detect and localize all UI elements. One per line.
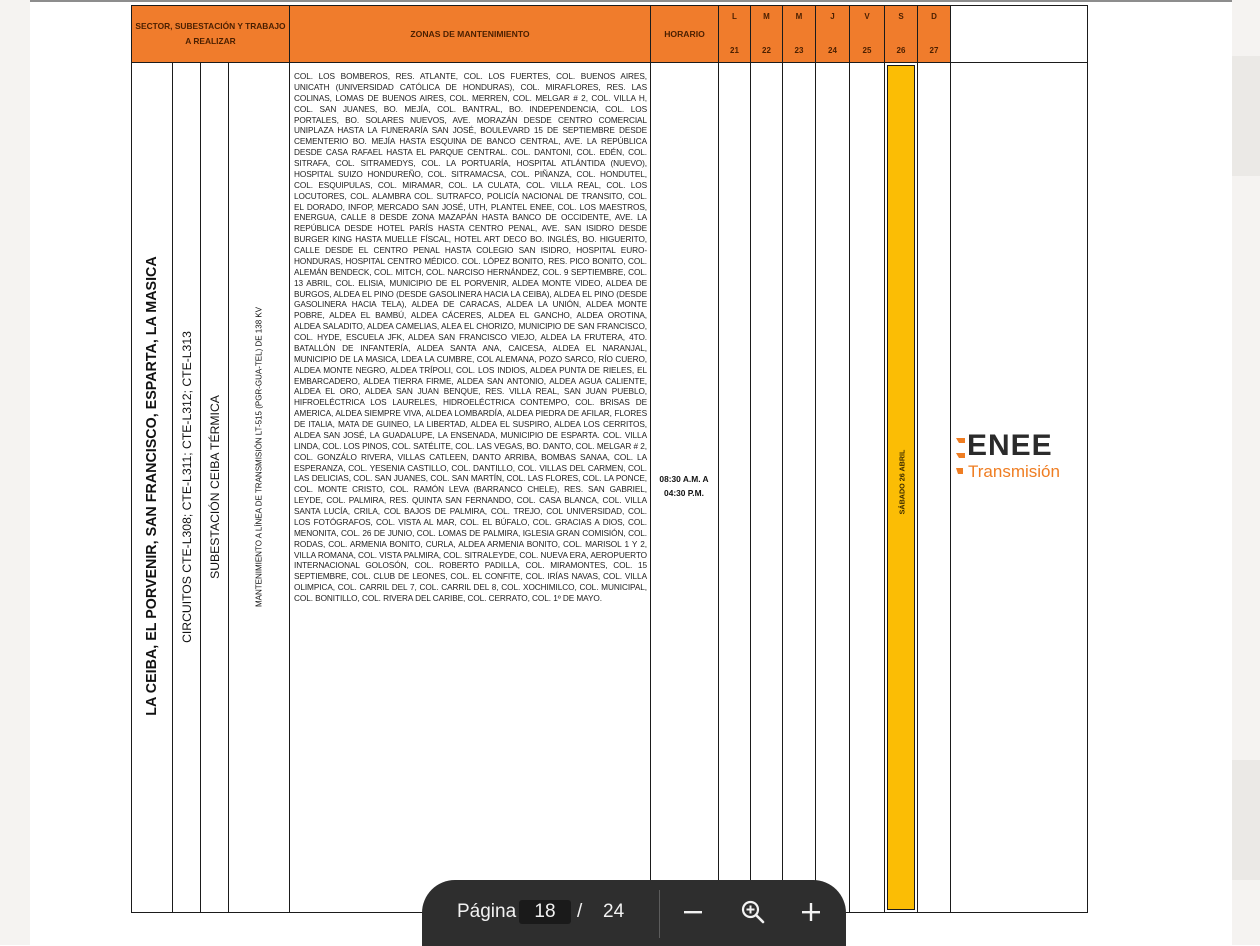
header-blank-cell bbox=[950, 5, 1088, 63]
page-top-border bbox=[30, 0, 1232, 2]
day-cell-sunday bbox=[917, 62, 951, 913]
horario-text bbox=[650, 472, 718, 500]
page-separator: / bbox=[577, 901, 583, 922]
horario-start: 08:30 A.M. A bbox=[659, 474, 709, 484]
day-letter: M bbox=[795, 12, 803, 21]
logo-cell bbox=[950, 62, 1088, 913]
circuitos-text: CIRCUITOS CTE-L308; CTE-L311; CTE-L312; CTE-L313 bbox=[180, 331, 194, 643]
sector-text: LA CEIBA, EL PORVENIR, SAN FRANCISCO, ESPARTA, LA MASICA bbox=[144, 256, 160, 716]
zoom-fit-button[interactable] bbox=[733, 892, 773, 932]
day-letter: V bbox=[864, 12, 870, 21]
zoom-icon bbox=[740, 899, 766, 925]
toolbar-divider bbox=[659, 890, 660, 938]
day-number: 26 bbox=[896, 46, 906, 55]
logo-main-text: ENEE bbox=[967, 429, 1053, 462]
day-number: 27 bbox=[929, 46, 939, 55]
trabajo-text: MANTENIMIENTO A LÍNEA DE TRANSMISIÓN LT-515 (PGR-GUA-TEL) DE 138 KV bbox=[254, 306, 264, 608]
current-page-input[interactable]: 18 bbox=[519, 900, 571, 924]
day-number: 23 bbox=[794, 46, 804, 55]
header-day-sunday bbox=[917, 5, 951, 63]
flame-icon bbox=[955, 436, 966, 476]
viewer-edge-panel bbox=[1232, 760, 1260, 880]
plus-icon bbox=[800, 901, 822, 923]
zonas-text: COL. LOS BOMBEROS, RES. ATLANTE, COL. LOS FUERTES, COL. BUENOS AIRES, UNICATH (UNIVERSIDAD CATÓLICA DE HONDURAS), COL. MIRAFLORES, RES. LAS COLINAS, LOMAS DE BUENOS AIRES, COL. MERREN, COL. MELGAR # 2, COL. VILLA H, COL. SAN JUANES, BO. MEJÍA, COL. BANTRAL, BO. INDEPENDENCIA, COL. LOS PORTALES, BO. SOLARES NUEVOS, AVE. MORAZÁN DESDE CENTRO COMERCIAL UNIPLAZA HASTA LA FUNERARÍA SAN JOSÉ, BOULEVARD 15 DE SEPTIEMBRE DESDE CEMENTERIO BO. MEJÍA HASTA ESQUINA DE BANCO CENTRAL, AVE. LA REPÚBLICA DESDE CASA RAFAEL HASTA EL PARQUE CENTRAL. COL. DANTONI, COL. EDÉN, COL. SITRAFA, COL. SITRAMEDYS, COL. LA PORTUARÍA, HOSPITAL ATLÁNTIDA (NUEVO), HOSPITAL SUIZO HONDUREÑO, COL. SITRAMACSA, COL. PIÑANZA, COL. HONDUTEL, COL. ESQUIPULAS, COL. MIRAMAR, COL. LA CULATA, COL. VILLA REAL, COL. LOS LOCUTORES, COL. ALAMBRA COL. SUTRAFCO, POLICÍA NACIONAL DE TRANSITO, COL. EL DORADO, INFOP, MERCADO SAN JOSÉ, UTH, PLANTEL ENEE, COL. LOS MAESTROS, ENERGUA, CALLE 8 DESDE ZONA MAZAPÁN HASTA BANCO DE OCCIDENTE, AVE. LA REPÚBLICA DESDE HOTEL PARÍS HASTA CENTRO PENAL, AVE. SAN ISIDRO DESDE BURGER KING HASTA MUELLE FÍSCAL, HOTEL ART DECO BO. INGLÉS, BO. HIGUERITO, CALLE DESDE EL CENTRO PENAL HASTA COLEGIO SAN ISIDRO, HOSPITAL EURO-HONDURAS, HOSPITAL CENTRO MÉDICO. COL. LÓPEZ BONITO, RES. PICO BONITO, COL. ALEMÁN BENDECK, COL. MITCH, COL. NARCISO HERNÁNDEZ, COL. 9 SEPTIEMBRE, COL. 13 ABRIL, COL. ELISIA, MUNICIPIO DE EL PORVENIR, ALDEA MONTE VIDEO, ALDEA DE BURGOS, ALDEA EL PINO (DESDE GASOLINERA HACIA LA CEIBA), ALDEA EL PINO (DESDE GASOLINERA HACIA TELA), ALDEA DE CARACAS, ALDEA LA UNIÓN, ALDEA MONTE POBRE, ALDEA EL BAMBÚ, ALDEA CÁCERES, ALDEA EL GANCHO, ALDEA OROTINA, ALDEA SALADITO, ALDEA CAMELIAS, ALEA EL CHORIZO, MUNICIPIO DE SAN FRANCISCO, COL. HYDE, ESCUELA JFK, ALDEA SAN FRANCISCO VIEJO, ALDEA LA FRUTERA, 4TO. BATALLÓN DE INFANTERÍA, ALDEA SANTA ANA, CAICESA, ALDEA EL NARANJAL, MUNICIPIO DE LA MASICA, LDEA LA CUMBRE, COL ALEMANA, POZO SARCO, RÍO CUERO, ALDEA MONTE NEGRO, ALDEA TRÍPOLI, COL. LOS INDIOS, ALDEA PUNTA DE RIELES, EL EMBARCADERO, ALDEA TIERRA FIRME, ALDEA SAN ANTONIO, ALDEA AGUA CALIENTE, ALDEA EL ORO, ALDEA SAN JUAN BENQUE, RES. VILLA REAL, SAN JUAN PUEBLO, HIFROELÉCTRICA LOS LAURELES, HIDROELÉCTRICA CONTEMPO, COL. BRISAS DE AMERICA, ALDEA SIEMPRE VIVA, ALDEA LOMBARDÍA, ALDEA PIEDRA DE AFILAR, FLORES DE ITALIA, MATA DE GUINEO, LA LIBERTAD, ALDEA EL SUSPIRO, ALDEA LOS CERRITOS, ALDEA SAN JOSÉ, LA GUADALUPE, LA ENSENADA, MUNICIPIO DE ESPARTA. COL. VILLA LINDA, COL. LOS PINOS, COL. SATÉLITE, COL. LAS VEGAS, BO. DANTO, COL. MELGAR # 2, COL. GONZÁLO RIVERA, VILLAS CATLEEN, DANTO ARRIBA, BOMBAS SANAA, COL. LA ESPERANZA, COL. YESENIA CASTILLO, COL. DANTILLO, COL. VILLAS DEL CARMEN, COL. LAS DELICIAS, COL. SAN JUANES, COL. SAN MARTÍN, COL. LAS FLORES, COL. LA PONCE, COL. MONTE CRISTO, COL. RAMÓN LEVA (BARRANCO CHELE), RES. SAN GABRIEL, LEYDE, COL. PALMIRA, RES. QUINTA SAN FERNANDO, COL. CASA BLANCA, COL. VILLA SANTA LUCÍA, CRILA, COL BAJOS DE PALMIRA, COL. TREJO, COL UNIVERSIDAD, COL. LOS FOTÓGRAFOS, COL. VISTA AL MAR, COL. EL BÚFALO, COL. GRACIAS A DIOS, COL. MENONITA, COL. 26 DE JUNIO, COL. LOMAS DE PALMIRA, IGLESIA GRAN COMISIÓN, COL. RODAS, COL. ARMENIA BONITO, CURLA, ALDEA ARMENIA BONITO, COL. MARISOL 1 Y 2, VILLA ROMANA, COL. VISTA PALMIRA, COL. SITRALEYDE, COL. NUEVA ERA, AEROPUERTO INTERNACIONAL GOLOSÓN, COL. ROBERTO PADILLA, COL. MIRAMONTES, COL. 15 SEPTIEMBRE, COL. CLUB DE LEONES, COL. EL CONFITE, COL. IRÍAS NAVAS, COL. VILLA OLIMPICA, COL. CARRIL DEL 7, COL. CARRIL DEL 8, COL. XOCHIMILCO, COL. MUNICIPAL, COL. BONITILLO, COL. RIVERA DEL CARIBE, COL. CERRATO, COL. 1º DE MAYO. bbox=[294, 72, 647, 603]
day-letter: L bbox=[732, 12, 737, 21]
day-cell-thursday bbox=[815, 62, 850, 913]
header-day-friday bbox=[849, 5, 885, 63]
total-pages: 24 bbox=[603, 901, 625, 922]
page-label: Página bbox=[457, 901, 517, 922]
day-letter: M bbox=[763, 12, 770, 21]
day-number: 22 bbox=[762, 46, 771, 55]
page-navigation-toolbar bbox=[422, 880, 846, 946]
header-day-tuesday bbox=[750, 5, 783, 63]
zoom-out-button[interactable] bbox=[673, 892, 713, 932]
header-horario: HORARIO bbox=[650, 5, 719, 63]
zoom-in-button[interactable] bbox=[791, 892, 831, 932]
saturday-label: SÁBADO 26 ABRIL bbox=[897, 449, 907, 515]
header-day-wednesday bbox=[782, 5, 816, 63]
header-day-monday bbox=[718, 5, 751, 63]
minus-icon bbox=[682, 901, 704, 923]
viewer-edge-panel bbox=[1232, 56, 1260, 176]
header-day-thursday bbox=[815, 5, 850, 63]
day-letter: D bbox=[931, 12, 937, 21]
day-number: 21 bbox=[730, 46, 739, 55]
day-letter: S bbox=[898, 12, 904, 21]
header-day-saturday bbox=[884, 5, 918, 63]
enee-logo bbox=[955, 429, 1090, 487]
day-cell-tuesday bbox=[750, 62, 783, 913]
logo-sub-text: Transmisión bbox=[968, 462, 1060, 481]
horario-end: 04:30 P.M. bbox=[664, 488, 704, 498]
day-cell-friday bbox=[849, 62, 885, 913]
day-cell-wednesday bbox=[782, 62, 816, 913]
day-number: 24 bbox=[828, 46, 837, 55]
header-zonas: ZONAS DE MANTENIMIENTO bbox=[289, 5, 651, 63]
day-cell-monday bbox=[718, 62, 751, 913]
day-letter: J bbox=[830, 12, 835, 21]
viewer-left-background bbox=[0, 0, 30, 945]
header-sector: SECTOR, SUBESTACIÓN Y TRABAJO A REALIZAR bbox=[131, 5, 290, 63]
subestacion-text: SUBESTACIÓN CEIBA TÉRMICA bbox=[208, 395, 222, 579]
day-number: 25 bbox=[862, 46, 872, 55]
